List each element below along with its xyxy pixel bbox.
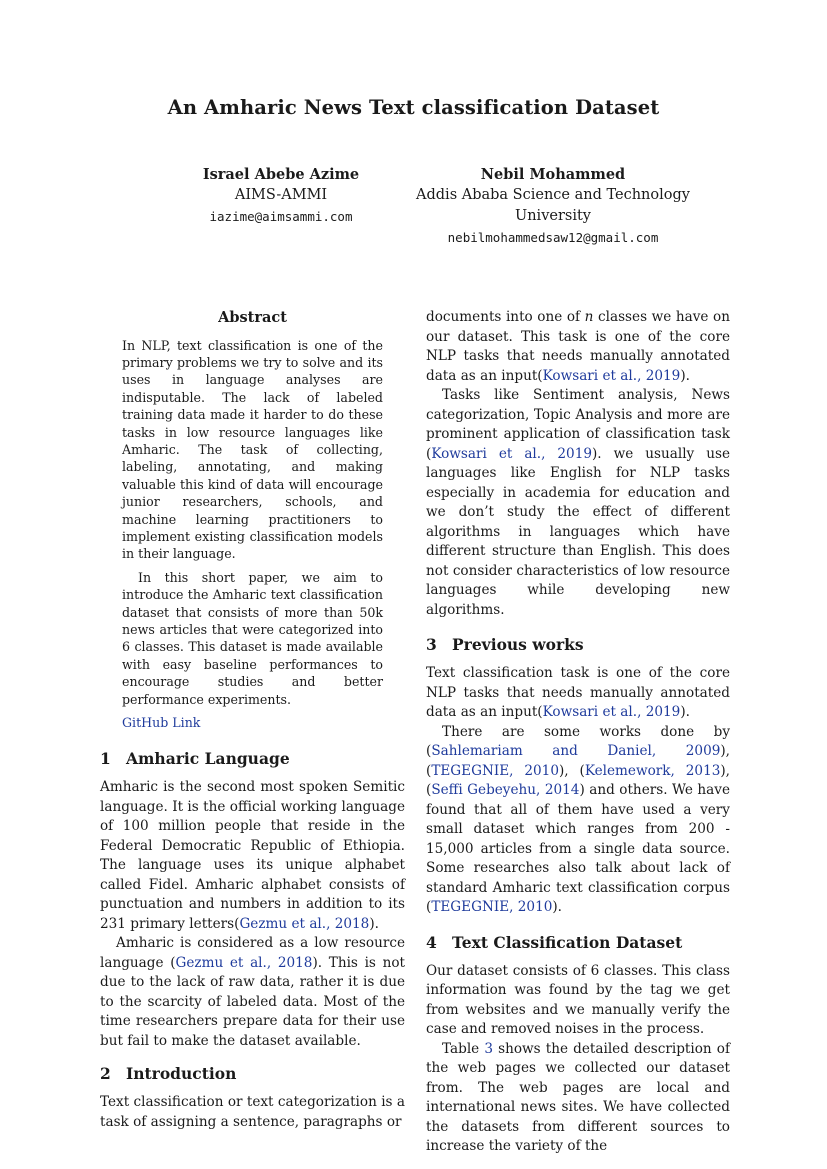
text: Tasks like Sentiment analysis, News categorization, Topic Analysis and more are prominent application of classification task (	[426, 387, 730, 462]
author-block-2	[378, 164, 728, 248]
paragraph	[426, 308, 730, 386]
citation-link[interactable]: Kowsari et al., 2019	[542, 704, 681, 720]
text: Amharic is considered as a low resource language (	[100, 935, 405, 971]
left-column	[100, 308, 405, 1132]
section-number: 1	[100, 749, 111, 769]
section-number: 4	[426, 932, 437, 952]
text: Table	[442, 1040, 485, 1057]
citation-link[interactable]: Gezmu et al., 2018	[175, 954, 313, 971]
text: ), (	[426, 762, 730, 798]
abstract-body	[122, 337, 383, 732]
section-title: Previous works	[452, 635, 584, 654]
author-name: Israel Abebe Azime	[202, 166, 360, 183]
citation-link[interactable]: Gezmu et al., 2018	[239, 915, 370, 932]
github-link[interactable]: GitHub Link	[122, 715, 201, 731]
paragraph	[100, 778, 405, 934]
math-variable: n	[584, 309, 594, 325]
text: documents into one of	[426, 309, 585, 325]
text: ).	[680, 704, 690, 720]
abstract-paragraph-2: In this short paper, we aim to introduce the Amharic text classification dataset that consists of more than 50k news articles that were categorized into 6 classes. This dataset is made available with easy baseline performances to encourage studies and better performance experiments.	[122, 569, 383, 707]
text: There are some works done by (	[426, 723, 730, 759]
right-column	[426, 308, 730, 1157]
section-heading-1	[100, 748, 405, 770]
author-affiliation: AIMS-AMMI	[234, 187, 328, 203]
citation-link[interactable]: Seffi Gebeyehu, 2014	[431, 782, 580, 798]
text: Amharic is the second most spoken Semitic language. It is the official working language of 100 million people that reside in the Federal Democratic Republic of Ethiopia. The language uses its unique alphabet called Fidel. Amharic alphabet consists of punctuation and numbers in addition to its 231 primary letters(	[100, 779, 405, 932]
text: Text classification task is one of the core NLP tasks that needs manually annotated data as an input(	[426, 665, 730, 720]
text: ).	[680, 367, 690, 384]
author-email: nebilmohammedsaw12@gmail.com	[447, 230, 659, 245]
text: classes we have on our dataset. This task is one of the core NLP tasks that needs manually annotated data as an input(	[426, 309, 730, 384]
section-heading-3	[426, 634, 730, 656]
abstract-paragraph-1: In NLP, text classification is one of the primary problems we try to solve and its uses in language analyses are indisputable. The lack of labeled training data made it harder to do these tasks in low resource languages like Amharic. The task of collecting, labeling, annotating, and making valuable this kind of data will encourage junior researchers, schools, and machine learning practitioners to implement existing classification models in their language.	[122, 337, 383, 562]
paragraph	[100, 934, 405, 1051]
text: ), (	[426, 743, 730, 779]
text: ). This is not due to the lack of raw data, rather it is due to the scarcity of labeled data. Most of the time researchers prepare data for their use but fail to make the dataset available.	[100, 954, 405, 1049]
section-title: Text Classification Dataset	[452, 932, 683, 952]
section-number: 3	[426, 635, 437, 654]
text: ).	[369, 915, 379, 932]
section-number: 2	[100, 1064, 111, 1084]
text: ). we usually use languages like English for NLP tasks especially in academia for education and we don’t study the effect of different algorithms in languages which have different structure than English. This does not consider characteristics of low resource languages while developing new algorithms.	[426, 445, 730, 618]
citation-link[interactable]: Sahlemariam and Daniel, 2009	[431, 743, 721, 759]
abstract-heading: Abstract	[218, 309, 287, 326]
section-title: Amharic Language	[126, 749, 290, 769]
text: ) and others. We have found that all of them have used a very small dataset which ranges from 200 - 15,000 articles from a single data source. Some researches also talk about lack of standard Amharic text classification corpus (	[426, 782, 730, 915]
text: ), (	[558, 762, 585, 779]
text: shows the detailed description of the web pages we collected our dataset from. The web pages are local and international news sites. We have collected the datasets from different sources to increase the variety of the	[426, 1040, 731, 1154]
text: ).	[552, 899, 562, 915]
citation-link[interactable]: Kowsari et al., 2019	[431, 445, 592, 462]
paragraph: Text classification or text categorization is a task of assigning a sentence, paragraphs or	[100, 1094, 405, 1130]
section-heading-2	[100, 1063, 405, 1085]
citation-link[interactable]: TEGEGNIE, 2010	[431, 762, 559, 779]
section-title: Introduction	[126, 1064, 237, 1084]
paragraph	[426, 386, 730, 620]
citation-link[interactable]: Kowsari et al., 2019	[542, 367, 681, 384]
author-email: iazime@aimsammi.com	[209, 209, 353, 224]
author-affiliation: Addis Ababa Science and Technology University	[416, 187, 690, 224]
citation-link[interactable]: Kelemework, 2013	[584, 762, 721, 779]
author-name: Nebil Mohammed	[480, 166, 626, 183]
paper-title: An Amharic News Text classification Dataset	[167, 96, 660, 119]
paragraph	[426, 723, 730, 918]
section-heading-4	[426, 932, 730, 954]
table-reference-link[interactable]: 3	[484, 1040, 493, 1057]
citation-link[interactable]: TEGEGNIE, 2010	[431, 899, 553, 915]
paragraph	[426, 664, 730, 723]
paragraph	[426, 1040, 730, 1157]
paragraph: Our dataset consists of 6 classes. This class information was found by the tag we get from websites and we manually verify the case and removed noises in the process.	[426, 962, 730, 1037]
author-block-1	[196, 164, 366, 227]
